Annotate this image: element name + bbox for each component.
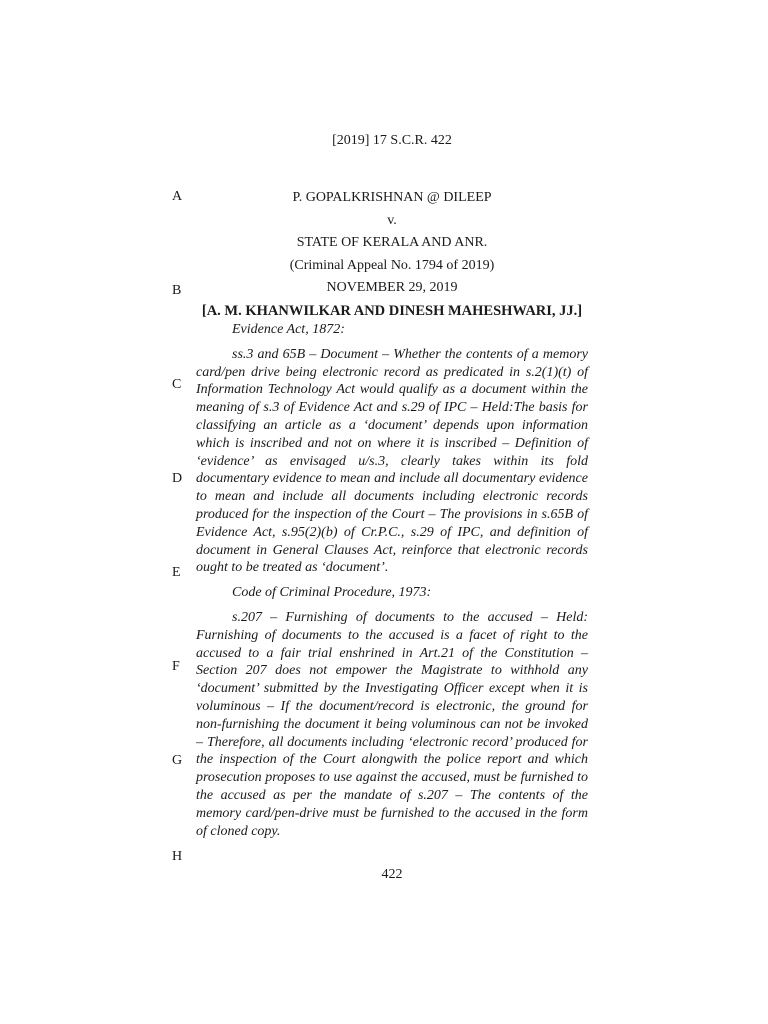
margin-letter-a: A: [172, 189, 183, 204]
act-heading-crpc: Code of Criminal Procedure, 1973:: [232, 585, 432, 601]
margin-letter-e: E: [172, 565, 181, 580]
margin-letter-b: B: [172, 283, 182, 298]
appellant-name: P. GOPALKRISHNAN @ DILEEP: [292, 190, 492, 205]
headnote-paragraph-evidence: ss.3 and 65B – Document – Whether the contents of a memory card/pen drive being electronic record as predicated in s.2(1)(t) of Information Technology Act would qualify as a document within the meaning of s.3 of Evidence Act and s.29 of IPC – Held:The basis for classifying an article as a ‘document’ depends upon information which is inscribed and not on where it is inscribed – Definition of ‘evidence’ as envisaged u/s.3, clearly takes within its fold documentary evidence to mean and include all documentary evidence to mean and include all documents including electronic records produced for the inspection of the Court – The provisions in s.65B of Evidence Act, s.95(2)(b) of Cr.P.C., s.29 of IPC, and definition of document in General Clauses Act, reinforce that electronic records ought to be treated as ‘document’.: [196, 346, 588, 576]
versus-label: v.: [387, 212, 397, 228]
case-header: [196, 187, 588, 322]
margin-letter-c: C: [172, 377, 182, 392]
report-citation: [2019] 17 S.C.R. 422: [332, 133, 452, 148]
margin-letter-f: F: [172, 659, 180, 674]
appeal-number: (Criminal Appeal No. 1794 of 2019): [289, 257, 495, 273]
margin-letter-h: H: [172, 849, 183, 864]
page-number: 422: [381, 867, 403, 882]
margin-letter-d: D: [172, 471, 183, 486]
margin-letter-g: G: [172, 753, 183, 768]
headnote-body: [196, 320, 588, 847]
judgment-date: NOVEMBER 29, 2019: [326, 280, 458, 295]
bench-judges: [A. M. KHANWILKAR AND DINESH MAHESHWARI, JJ.]: [201, 302, 583, 319]
act-heading-evidence: Evidence Act, 1872:: [232, 322, 345, 337]
headnote-paragraph-crpc: s.207 – Furnishing of documents to the accused – Held: Furnishing of documents to the accused is a facet of right to the accused to a fair trial enshrined in Art.21 of the Constitution – Section 207 does not empower the Magistrate to withhold any ‘document’ submitted by the Investigating Officer except when it is voluminous – If the document/record is electronic, the ground for non-furnishing the document it being voluminous can not be invoked – Therefore, all documents including ‘electronic record’ produced for the inspection of the Court alongwith the police report and which prosecution proposes to use against the accused, must be furnished to the accused as per the mandate of s.207 – The contents of the memory card/pen-drive must be furnished to the accused in the form of cloned copy.: [196, 609, 588, 839]
respondent-name: STATE OF KERALA AND ANR.: [296, 235, 488, 250]
